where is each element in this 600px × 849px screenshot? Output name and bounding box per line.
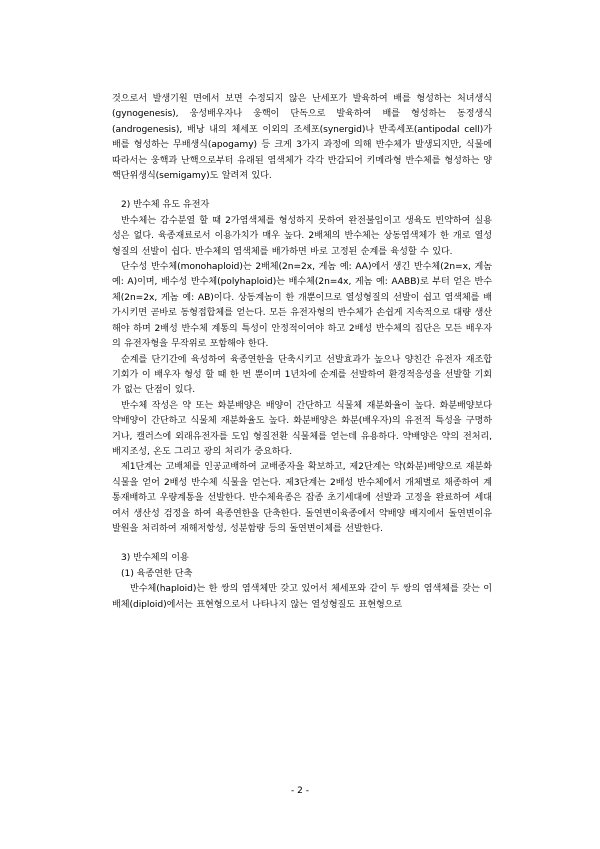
heading-haploid-inducer-gene: 2) 반수체 유도 유전자 — [121, 200, 210, 211]
page-body — [112, 92, 492, 613]
spacer — [112, 184, 492, 198]
paragraph-2: 반수체는 감수분열 할 때 2가염색체를 형성하지 못하여 완전불임이고 생육도 빈약하여 실용성은 없다. 육종재료로서 이용가치가 매우 높다. 2배체의 반수체는 상동염색체가 한 개로 열성형질의 선발이 쉽다. 반수체의 염색체를 배가하면 바로 고정된 순계를 육성할 수 있다. — [112, 215, 492, 257]
paragraph-1: 것으로서 발생기원 면에서 보면 수정되지 않은 난세포가 발육하여 배를 형성하는 처녀생식(gynogenesis), 웅성배우자나 웅핵이 단독으로 발육하여 배를 형성하는 동정생식(androgenesis), 배낭 내의 체세포 이외의 조세포(synergid)나 반족세포(antipodal cell)가 배를 형성하는 무배생식(apogamy) 등 크게 3가지 과정에 의해 반수체가 발생되지만, 식물에 따라서는 웅핵과 난핵으로부터 유래된 염색체가 각각 반감되어 키메라형 반수체를 형성하는 양핵단위생식(semigamy)도 알려져 있다. — [112, 94, 492, 182]
spacer — [112, 537, 492, 551]
heading-haploid-use: 3) 반수체의 이용 — [121, 553, 189, 564]
heading-breeding-period-reduction: (1) 육종연한 단축 — [121, 568, 193, 579]
paragraph-6: 제1단계는 고배체를 인공교배하여 교배종자을 확보하고, 제2단계는 약(화분)배양으로 재분화식물을 얻어 2배성 반수체 식물을 얻는다. 제3단계는 2배성 반수체에서 개체별로 채종하여 계통재배하고 우량계통을 선발한다. 반수체육종은 잡종 초기세대에 선발과 고정을 완료하여 세대여서 생산성 검정을 하여 육종연한을 단축한다. 돌연변이육종에서 약배양 배지에서 돌연변이유발원을 처리하여 재해저항성, 성분함량 등의 돌연변이체를 선발한다. — [112, 462, 492, 534]
paragraph-5: 반수체 작성은 약 또는 화분배양은 배양이 간단하고 식물체 재분화율이 높다. 화분배양보다 약배양이 간단하고 식물체 재분화율도 높다. 화분배양은 화분(배우자)의 유전적 특성을 구명하거나, 캘러스에 외래유전자를 도입 형질전환 식물체를 얻는데 유용하다. 약배양은 약의 전처리, 배지조성, 온도 그리고 광의 처리가 중요하다. — [112, 400, 492, 457]
paragraph-7: 반수체(haploid)는 한 쌍의 염색체만 갖고 있어서 체세포와 같이 두 쌍의 염색체를 갖는 이배체(diploid)에서는 표현형으로서 나타나지 않는 열성형질도 표현형으로 — [112, 584, 492, 610]
paragraph-4: 순계를 단기간에 육성하여 육종연한을 단축시키고 선발효과가 높으나 양친간 유전자 재조합 기회가 이 배우자 형성 할 때 한 번 뿐이며 1년차에 순계를 선발하여 환경적응성을 선발할 기회가 없는 단점이 있다. — [112, 354, 492, 396]
paragraph-3: 단수성 반수체(monohaploid)는 2배체(2n=2x, 게놈 예: AA)에서 생긴 반수체(2n=x, 게놈 예: A)이며, 배수성 반수체(polyhaploid)는 배수체(2n=4x, 게놈 예: AABB)로 부터 얻은 반수체(2n=2x, 게놈 예: AB)이다. 상동계놈이 한 개뿐이므로 열성형질의 선발이 쉽고 염색체를 배가시키면 곧바로 동형접합체를 얻는다. 모든 유전자형의 반수체가 손쉽게 지속적으로 대량 생산 해야 하며 2배성 반수체 계통의 특성이 안정적이여야 하고 2배성 반수체의 집단은 모든 배우자의 유전자형을 무작위로 포함해야 한다. — [112, 262, 492, 350]
page-number: - 2 - — [291, 786, 309, 796]
